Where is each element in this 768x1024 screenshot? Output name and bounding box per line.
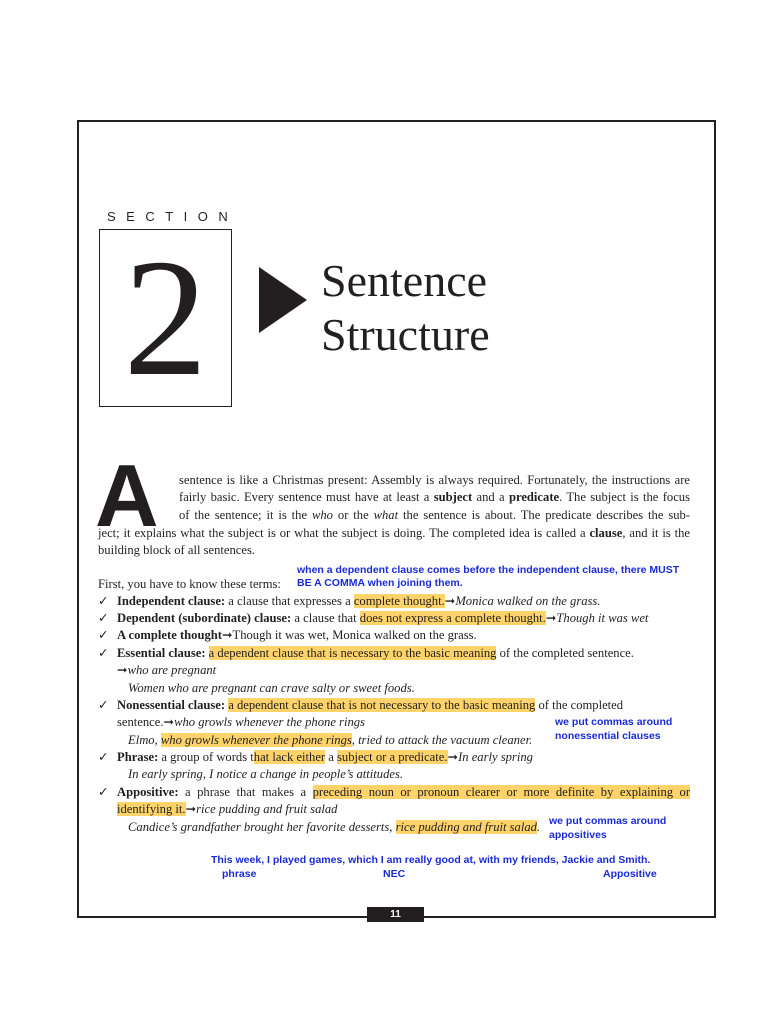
essential-example-1: ➞who are pregnant (117, 663, 217, 677)
label-phrase: phrase (222, 868, 257, 880)
appositive-note-2: appositives (549, 829, 607, 841)
checkmark-icon: ✓ (98, 785, 109, 799)
intro-line-2: fairly basic. Every sentence must have at least a subject and a predicate. The subject is the focus (179, 490, 690, 504)
drop-cap: A (95, 446, 159, 545)
section-number: 2 (123, 225, 208, 411)
checkmark-icon: ✓ (98, 594, 109, 608)
arrow-icon: ➞ (447, 750, 459, 764)
essential-example-2: Women who are pregnant can crave salty or sweet foods. (128, 681, 415, 695)
arrow-icon: ➞ (221, 628, 233, 642)
arrow-icon: ➞ (545, 611, 557, 625)
term-dependent-clause: ✓ Dependent (subordinate) clause: a clause that does not express a complete thought.➞Though it was wet (98, 611, 649, 625)
checkmark-icon: ✓ (98, 750, 109, 764)
page-number: 11 (367, 907, 424, 922)
page-title (321, 254, 490, 362)
checkmark-icon: ✓ (98, 611, 109, 625)
nonessential-note-2: nonessential clauses (555, 730, 661, 742)
section-label: SECTION (107, 209, 239, 224)
label-nec: NEC (383, 868, 406, 880)
checkmark-icon: ✓ (98, 646, 109, 660)
intro-line-1: sentence is like a Christmas present: Assembly is always required. Fortunately, the instructions are (179, 473, 690, 487)
title-line-1: Sentence (321, 255, 488, 306)
term-phrase: ✓ Phrase: a group of words that lack either a subject or a predicate.➞In early spring (98, 750, 533, 764)
nonessential-note-1: we put commas around (555, 716, 673, 728)
arrow-icon: ➞ (444, 594, 456, 608)
terms-intro: First, you have to know these terms: (98, 577, 281, 591)
intro-line-4: ject; it explains what the subject is or what the subject is doing. The completed idea is called a clause, and it is the (98, 526, 690, 540)
title-line-2: Structure (321, 309, 490, 360)
appositive-note-1: we put commas around (549, 815, 667, 827)
term-nonessential-clause: ✓ Nonessential clause: a dependent clause that is not necessary to the basic meaning of the completed (98, 698, 624, 712)
comma-rule-note-1: when a dependent clause comes before the independent clause, there MUST (297, 564, 680, 576)
arrow-icon: ➞ (163, 715, 175, 729)
intro-line-5: building block of all sentences. (98, 543, 256, 557)
appositive-line-2: identifying it.➞rice pudding and fruit salad (117, 802, 338, 816)
arrow-icon: ➞ (185, 802, 197, 816)
term-complete-thought: ✓ A complete thought➞Though it was wet, Monica walked on the grass. (98, 628, 477, 642)
nonessential-example-1: sentence.➞who growls whenever the phone rings (117, 715, 365, 729)
checkmark-icon: ✓ (98, 698, 109, 712)
intro-line-3: of the sentence; it is the who or the what the sentence is about. The predicate describes the sub- (179, 508, 691, 522)
section-number-box (99, 225, 232, 411)
checkmark-icon: ✓ (98, 628, 109, 642)
arrow-icon: ➞ (117, 663, 128, 677)
example-sentence: This week, I played games, which I am really good at, with my friends, Jackie and Smith. (211, 854, 651, 866)
phrase-example: In early spring, I notice a change in people’s attitudes. (128, 767, 404, 781)
comma-rule-note-2: BE A COMMA when joining them. (297, 577, 463, 589)
term-essential-clause: ✓ Essential clause: a dependent clause that is necessary to the basic meaning of the completed sentence. (98, 646, 634, 660)
appositive-example: Candice’s grandfather brought her favorite desserts, rice pudding and fruit salad. (128, 820, 541, 834)
term-independent-clause: ✓ Independent clause: a clause that expresses a complete thought.➞Monica walked on the grass. (98, 594, 601, 608)
label-appositive: Appositive (603, 868, 657, 880)
nonessential-example-2: Elmo, who growls whenever the phone rings, tried to attack the vacuum cleaner. (128, 733, 533, 747)
play-arrow-icon (259, 267, 307, 333)
term-appositive: ✓ Appositive: a phrase that makes a preceding noun or pronoun clearer or more definite by explaining or (98, 785, 691, 799)
